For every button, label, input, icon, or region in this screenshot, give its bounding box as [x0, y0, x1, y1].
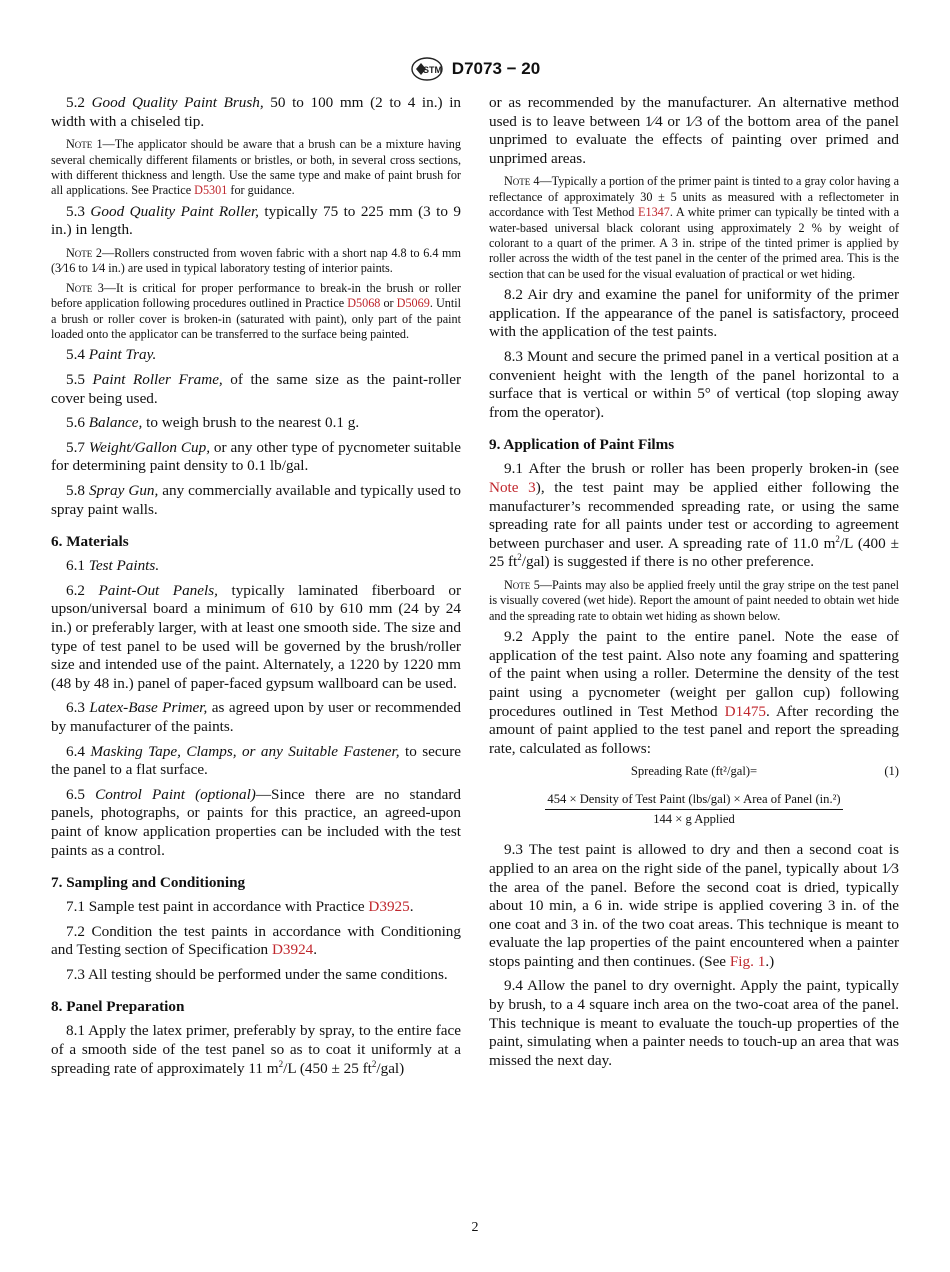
paragraph-5-5: 5.5 Paint Roller Frame, of the same size as the paint-roller cover being used.	[51, 371, 461, 407]
link-d3924[interactable]: D3924	[271, 941, 314, 959]
equation-lhs: Spreading Rate (ft²/gal)=	[630, 764, 758, 779]
link-d1475[interactable]: D1475	[724, 702, 767, 720]
link-e1347[interactable]: E1347	[638, 205, 670, 220]
paragraph-6-2: 6.2 Paint-Out Panels, typically laminated fiberboard or upson/universal board a minimum of 610 by 610 mm (24 by 24 in.) or preferably larger, with at least one smooth side. The size and type of test panel to be used will be governed by the brush/roller size and intended use of the paint. Alternately, a 1220 by 1220 mm (48 by 48 in.) panel of paper-faced gypsum wallboard can be used.	[51, 581, 462, 692]
link-d5068[interactable]: D5068	[347, 296, 381, 311]
paragraph-5-3: 5.3 Good Quality Paint Roller, typically 75 to 225 mm (3 to 9 in.) in length.	[51, 202, 461, 239]
section-heading-9: 9. Application of Paint Films	[489, 436, 675, 454]
paragraph-6-1: 6.1 Test Paints.	[66, 557, 160, 575]
paragraph-6-5: 6.5 Control Paint (optional)—Since there are no standard panels, photographs, or paints for this practice, an agreed-upon paint of know application properties can be included with the test paints as a control.	[51, 785, 461, 859]
page-number: 2	[471, 1220, 479, 1235]
equation-denominator: 144 × g Applied	[653, 812, 735, 827]
paragraph-7-1: 7.1 Sample test paint in accordance with Practice D3925.	[66, 898, 414, 916]
paragraph-9-3: 9.3 The test paint is allowed to dry and then a second coat is applied to an area on the right side of the panel, typically about 1⁄3 the area of the panel. Before the second coat is dried, typically about 10 min, a 6 in. wide stripe is applied covering 3 in. of the one coat and 3 in. of the two coat areas. This technique is meant to evaluate the lap properties of the paint encountered when a painter stops painting and then continues. (See Fig. 1.)	[489, 841, 899, 970]
astm-logo-icon	[410, 56, 444, 82]
note-1: Note 1—The applicator should be aware that a brush can be a mixture having several chemically different filaments or bristles, or both, in several cross sections, with different thickness and length. Use the same type and make of paint brush for all applications. See Practice D5301 for guidance.	[51, 137, 461, 198]
section-heading-7: 7. Sampling and Conditioning	[51, 874, 246, 892]
standard-designation: D7073 − 20	[451, 59, 541, 78]
paragraph-5-7: 5.7 Weight/Gallon Cup, or any other type of pycnometer suitable for determining paint density to 0.1 lb/gal.	[51, 438, 462, 475]
paragraph-9-2: 9.2 Apply the paint to the entire panel. Note the ease of application of the test paint. Also note any foaming and spattering of the paint when using a roller. Determine the density of the test paint using a pycnometer (weight per gallon cup) following procedures outlined in Test Method D1475. After recording the amount of paint applied to the test panel and report the spreading rate, calculated as follows:	[489, 628, 899, 757]
paragraph-5-4: 5.4 Paint Tray.	[66, 346, 157, 364]
equation-number: (1)	[884, 764, 899, 779]
paragraph-8-2: 8.2 Air dry and examine the panel for uniformity of the primer application. If the appearance of the panel is satisfactory, proceed with the application of the test paints.	[489, 286, 899, 341]
paragraph-8-1: 8.1 Apply the latex primer, preferably by spray, to the entire face of a smooth side of the test panel so as to coat it uniformly at a spreading rate of approximately 11 $m^2/L$ (450 ± 25 $ft^2/gal$)	[51, 1022, 461, 1077]
link-d3925[interactable]: D3925	[368, 898, 410, 916]
equation-fraction	[489, 792, 899, 827]
paragraph-7-3: 7.3 All testing should be performed under the same conditions.	[66, 965, 448, 983]
right-column	[489, 94, 899, 1076]
paragraph-6-3: 6.3 Latex-Base Primer, as agreed upon by user or recommended by manufacturer of the paints.	[51, 699, 461, 735]
equation-1	[489, 764, 899, 784]
paragraph-8-1-continued: or as recommended by the manufacturer. An alternative method used is to leave between 1⁄4 or 1⁄3 of the bottom area of the panel unprimed to evaluate the effects of painting over primed and unprimed areas.	[489, 94, 899, 167]
link-note-3[interactable]: Note 3	[489, 478, 536, 496]
note-4: Note 4—Typically a portion of the primer paint is tinted to a gray color having a reflectance of approximately 30 ± 5 units as measured with a reflectometer in accordance with Test Method E1347. A white primer can typically be tinted with a water-based universal black colorant using approximately 2 % by weight of colorant to a quart of the primer. A 3 in. stripe of the tinted primer is applied by roller across the width of the test panel in the center of the primed area. This is the section that can be used for the visual evaluation of practical or wet hiding.	[489, 174, 899, 281]
section-heading-8: 8. Panel Preparation	[51, 998, 185, 1016]
link-fig-1[interactable]: Fig. 1	[729, 952, 766, 970]
equation-numerator: 454 × Density of Test Paint (lbs/gal) × Area of Panel (in.²)	[545, 792, 842, 810]
section-heading-6: 6. Materials	[51, 533, 129, 551]
link-d5069[interactable]: D5069	[396, 296, 430, 311]
note-3: Note 3—It is critical for proper performance to break-in the brush or roller before application following procedures outlined in Practice D5068 or D5069. Until a brush or roller cover is broken-in (saturated with paint), only part of the paint loaded onto the applicator can be transferred to the surface being painted.	[51, 280, 462, 342]
svg-text:STM: STM	[422, 65, 442, 75]
page-header	[0, 56, 950, 82]
note-5: Note 5—Paints may also be applied freely until the gray stripe on the test panel is visually covered (wet hide). Report the amount of paint needed to obtain wet hide and the spreading rate to obtain wet hiding as shown below.	[489, 577, 899, 623]
paragraph-5-2: 5.2 Good Quality Paint Brush, 50 to 100 mm (2 to 4 in.) in width with a chiseled tip.	[51, 94, 462, 130]
paragraph-5-6: 5.6 Balance, to weigh brush to the nearest 0.1 g.	[66, 414, 360, 432]
paragraph-7-2: 7.2 Condition the test paints in accordance with Conditioning and Testing section of Specification D3924.	[51, 922, 461, 959]
link-d5301[interactable]: D5301	[194, 183, 228, 198]
paragraph-6-4: 6.4 Masking Tape, Clamps, or any Suitable Fastener, to secure the panel to a flat surface.	[51, 742, 461, 779]
paragraph-8-3: 8.3 Mount and secure the primed panel in a vertical position at a convenient height with the length of the panel horizontal to a surface that is vertical or within 5° of vertical (top sloping away from the operator).	[489, 348, 899, 421]
paragraph-9-4: 9.4 Allow the panel to dry overnight. Apply the paint, typically by brush, to a 4 square inch area on the two-coat area of the panel. This technique is meant to evaluate the touch-up properties of the paint, simulating when a painter needs to touch-up an area that was missed the next day.	[489, 977, 899, 1069]
left-column	[51, 94, 461, 1084]
paragraph-5-8: 5.8 Spray Gun, any commercially available and typically used to spray paint walls.	[51, 482, 461, 518]
paragraph-9-1: 9.1 After the brush or roller has been properly broken-in (see Note 3), the test paint may be applied either following the manufacturer’s recommended spreading rate, or using the same spreading rate for all paints under test or according to agreement between purchaser and user. A spreading rate of 11.0 $m^2/L$ (400 ± 25 $ft^2/gal$) is suggested if there is no other preference.	[489, 460, 899, 571]
note-2: Note 2—Rollers constructed from woven fabric with a short nap 4.8 to 6.4 mm (3⁄16 to 1⁄4 in.) are used in typical laboratory testing of interior paints.	[51, 246, 461, 276]
